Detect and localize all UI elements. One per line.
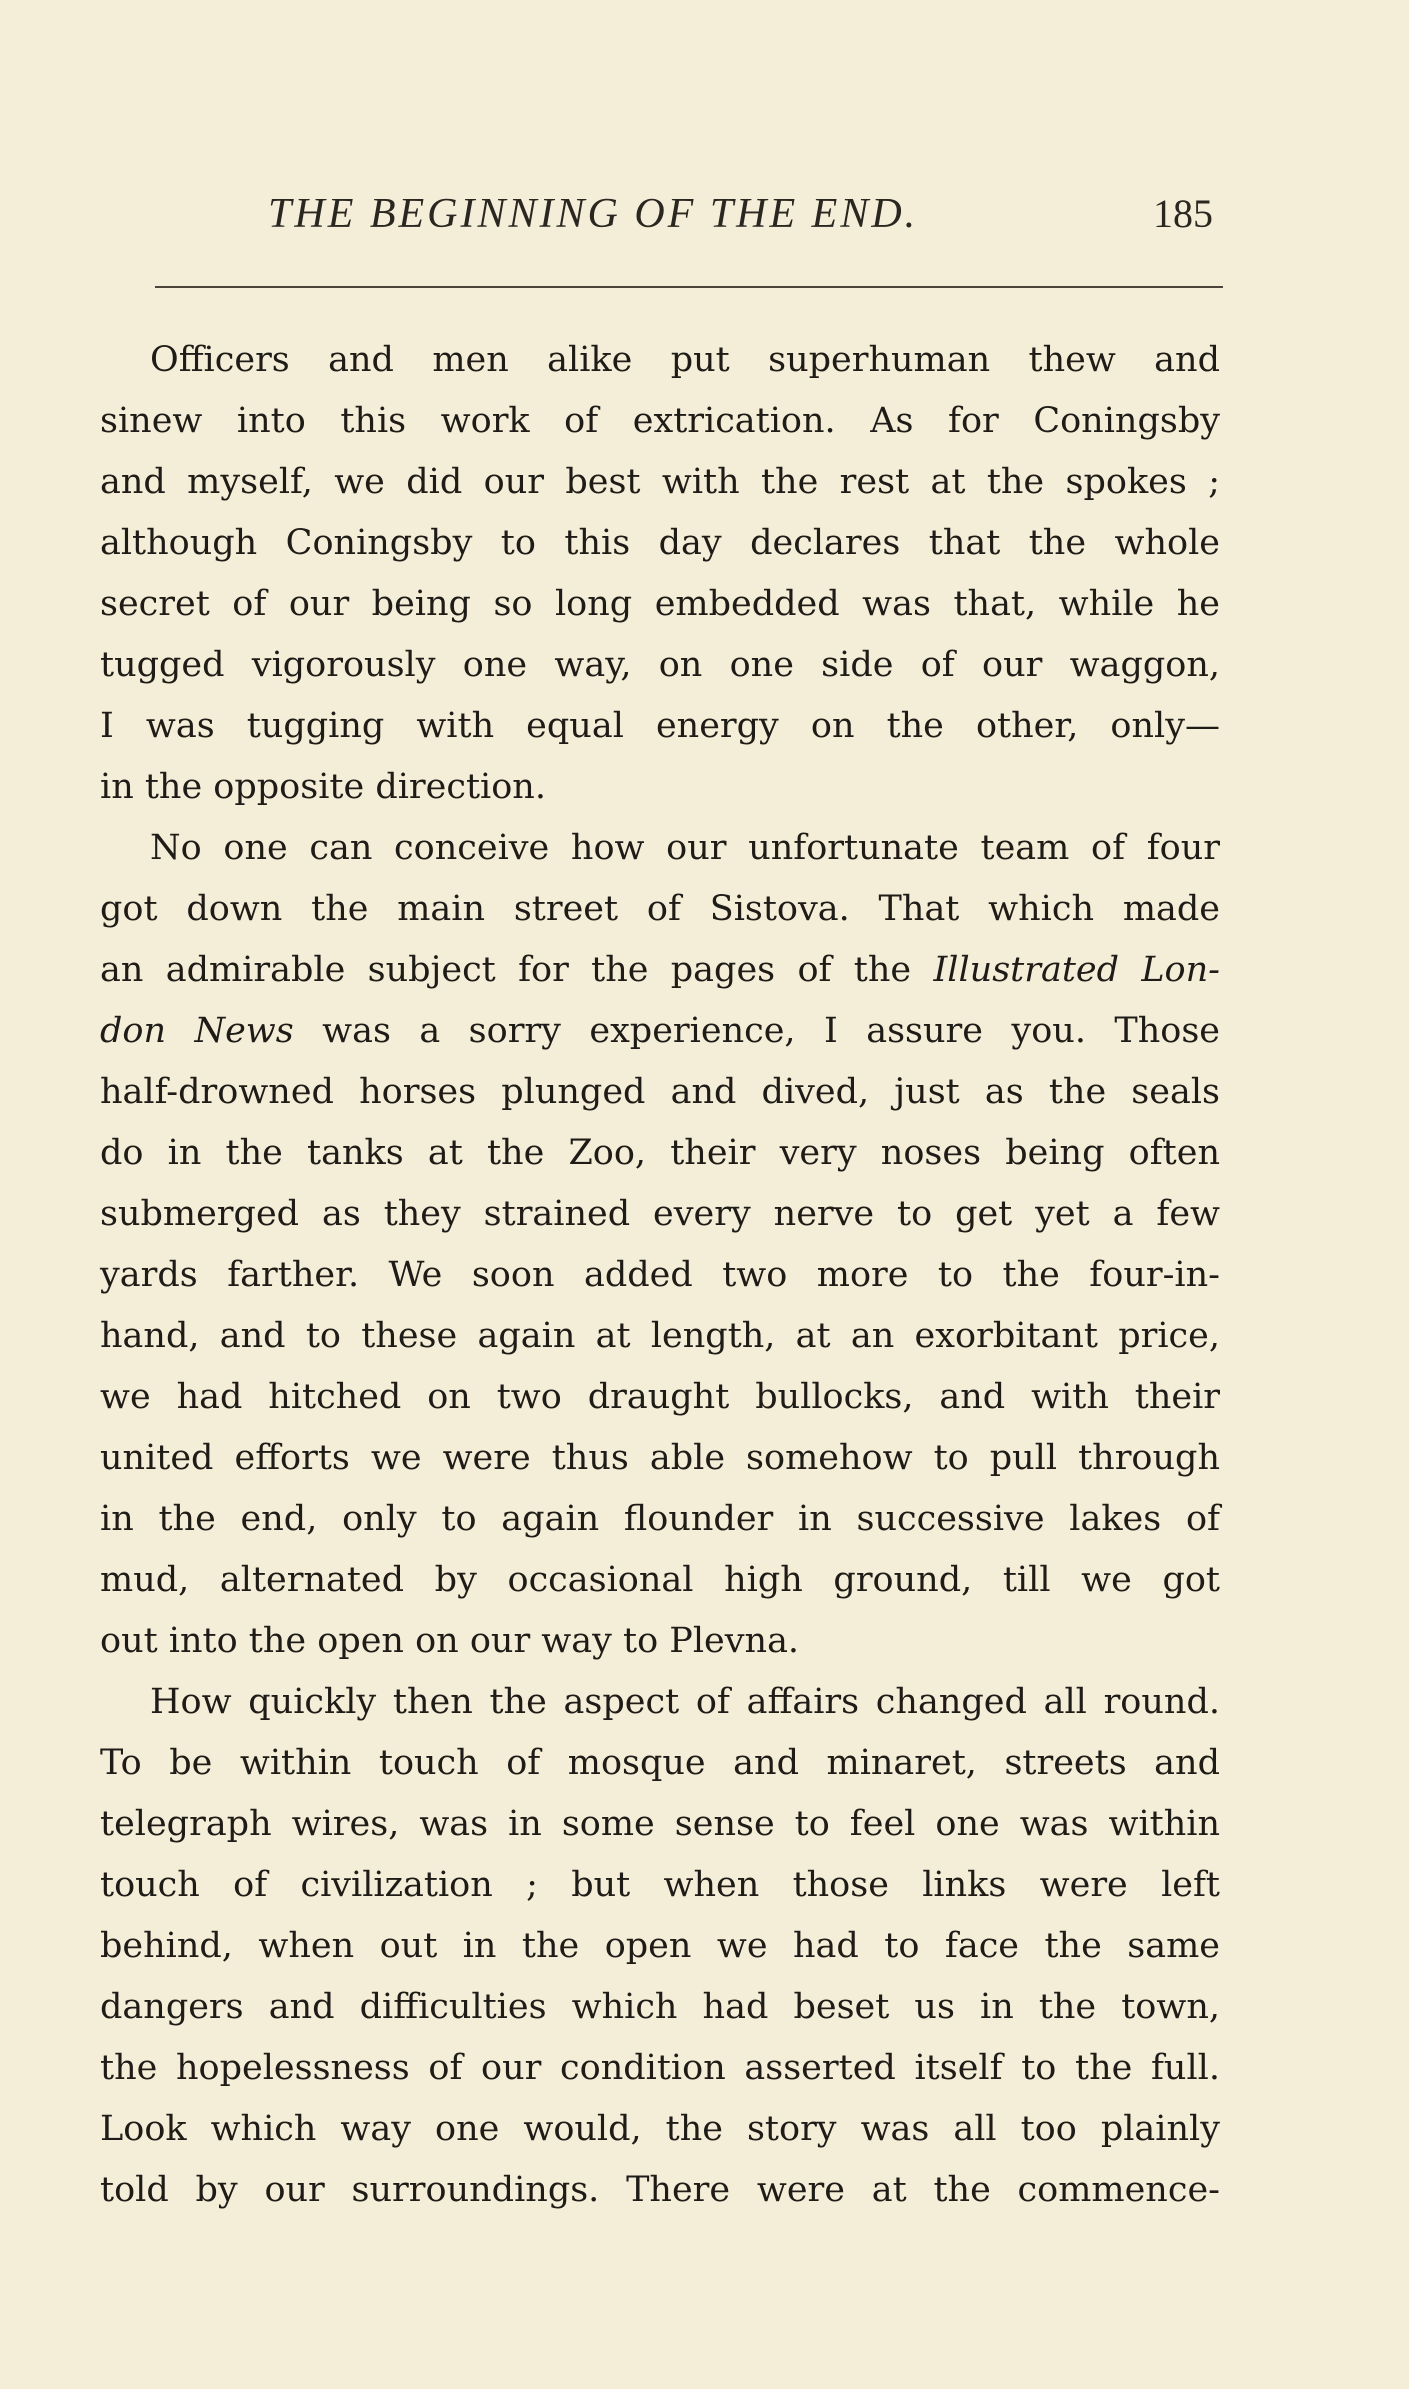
text-line: touch of civilization ; but when those links were left bbox=[100, 1865, 1220, 1905]
page-number: 185 bbox=[1153, 191, 1213, 236]
text-line: I was tugging with equal energy on the other, only— bbox=[100, 706, 1220, 746]
text-line: yards farther. We soon added two more to the four-in- bbox=[100, 1255, 1220, 1295]
text-line: mud, alternated by occasional high ground, till we got bbox=[100, 1560, 1220, 1600]
text-line: told by our surroundings. There were at the commence- bbox=[100, 2170, 1220, 2210]
text-line: tugged vigorously one way, on one side of our waggon, bbox=[100, 645, 1220, 685]
text-line: in the opposite direction. bbox=[100, 767, 546, 807]
text-line: Look which way one would, the story was all too plainly bbox=[100, 2109, 1220, 2149]
header-rule bbox=[155, 286, 1223, 288]
text-line: we had hitched on two draught bullocks, and with their bbox=[100, 1377, 1220, 1417]
text-line: out into the open on our way to Plevna. bbox=[100, 1621, 800, 1661]
text-line: do in the tanks at the Zoo, their very noses being often bbox=[100, 1133, 1220, 1173]
text-line: behind, when out in the open we had to face the same bbox=[100, 1926, 1220, 1966]
text-line bbox=[100, 1001, 1220, 1062]
italic-title: don News bbox=[100, 1011, 294, 1051]
text-line: hand, and to these again at length, at an exorbitant price, bbox=[100, 1316, 1220, 1356]
text-line: No one can conceive how our unfortunate team of four bbox=[150, 828, 1220, 868]
text-line: half-drowned horses plunged and dived, just as the seals bbox=[100, 1072, 1220, 1112]
text-line: submerged as they strained every nerve to get yet a few bbox=[100, 1194, 1220, 1234]
text-line: secret of our being so long embedded was that, while he bbox=[100, 584, 1220, 624]
text-segment: an admirable subject for the pages of the bbox=[100, 950, 934, 990]
text-line: Officers and men alike put superhuman thew and bbox=[150, 340, 1220, 380]
text-line: although Coningsby to this day declares that the whole bbox=[100, 523, 1220, 563]
running-title: THE BEGINNING OF THE END. bbox=[268, 191, 919, 237]
page-header bbox=[0, 190, 1409, 260]
text-line: telegraph wires, was in some sense to feel one was within bbox=[100, 1804, 1220, 1844]
text-line: the hopelessness of our condition asserted itself to the full. bbox=[100, 2048, 1220, 2088]
text-segment: was a sorry experience, I assure you. Those bbox=[293, 1011, 1221, 1051]
text-line: got down the main street of Sistova. That which made bbox=[100, 889, 1220, 929]
text-line: How quickly then the aspect of affairs changed all round. bbox=[150, 1682, 1220, 1722]
text-line: in the end, only to again flounder in successive lakes of bbox=[100, 1499, 1220, 1539]
text-line: united efforts we were thus able somehow to pull through bbox=[100, 1438, 1220, 1478]
text-line: To be within touch of mosque and minaret, streets and bbox=[100, 1743, 1220, 1783]
text-line: dangers and difficulties which had beset us in the town, bbox=[100, 1987, 1220, 2027]
text-line bbox=[100, 940, 1220, 1001]
text-line: and myself, we did our best with the rest at the spokes ; bbox=[100, 462, 1220, 502]
italic-title: Illustrated Lon- bbox=[933, 950, 1220, 990]
text-line: sinew into this work of extrication. As for Coningsby bbox=[100, 401, 1220, 441]
body-text bbox=[100, 330, 1220, 2221]
